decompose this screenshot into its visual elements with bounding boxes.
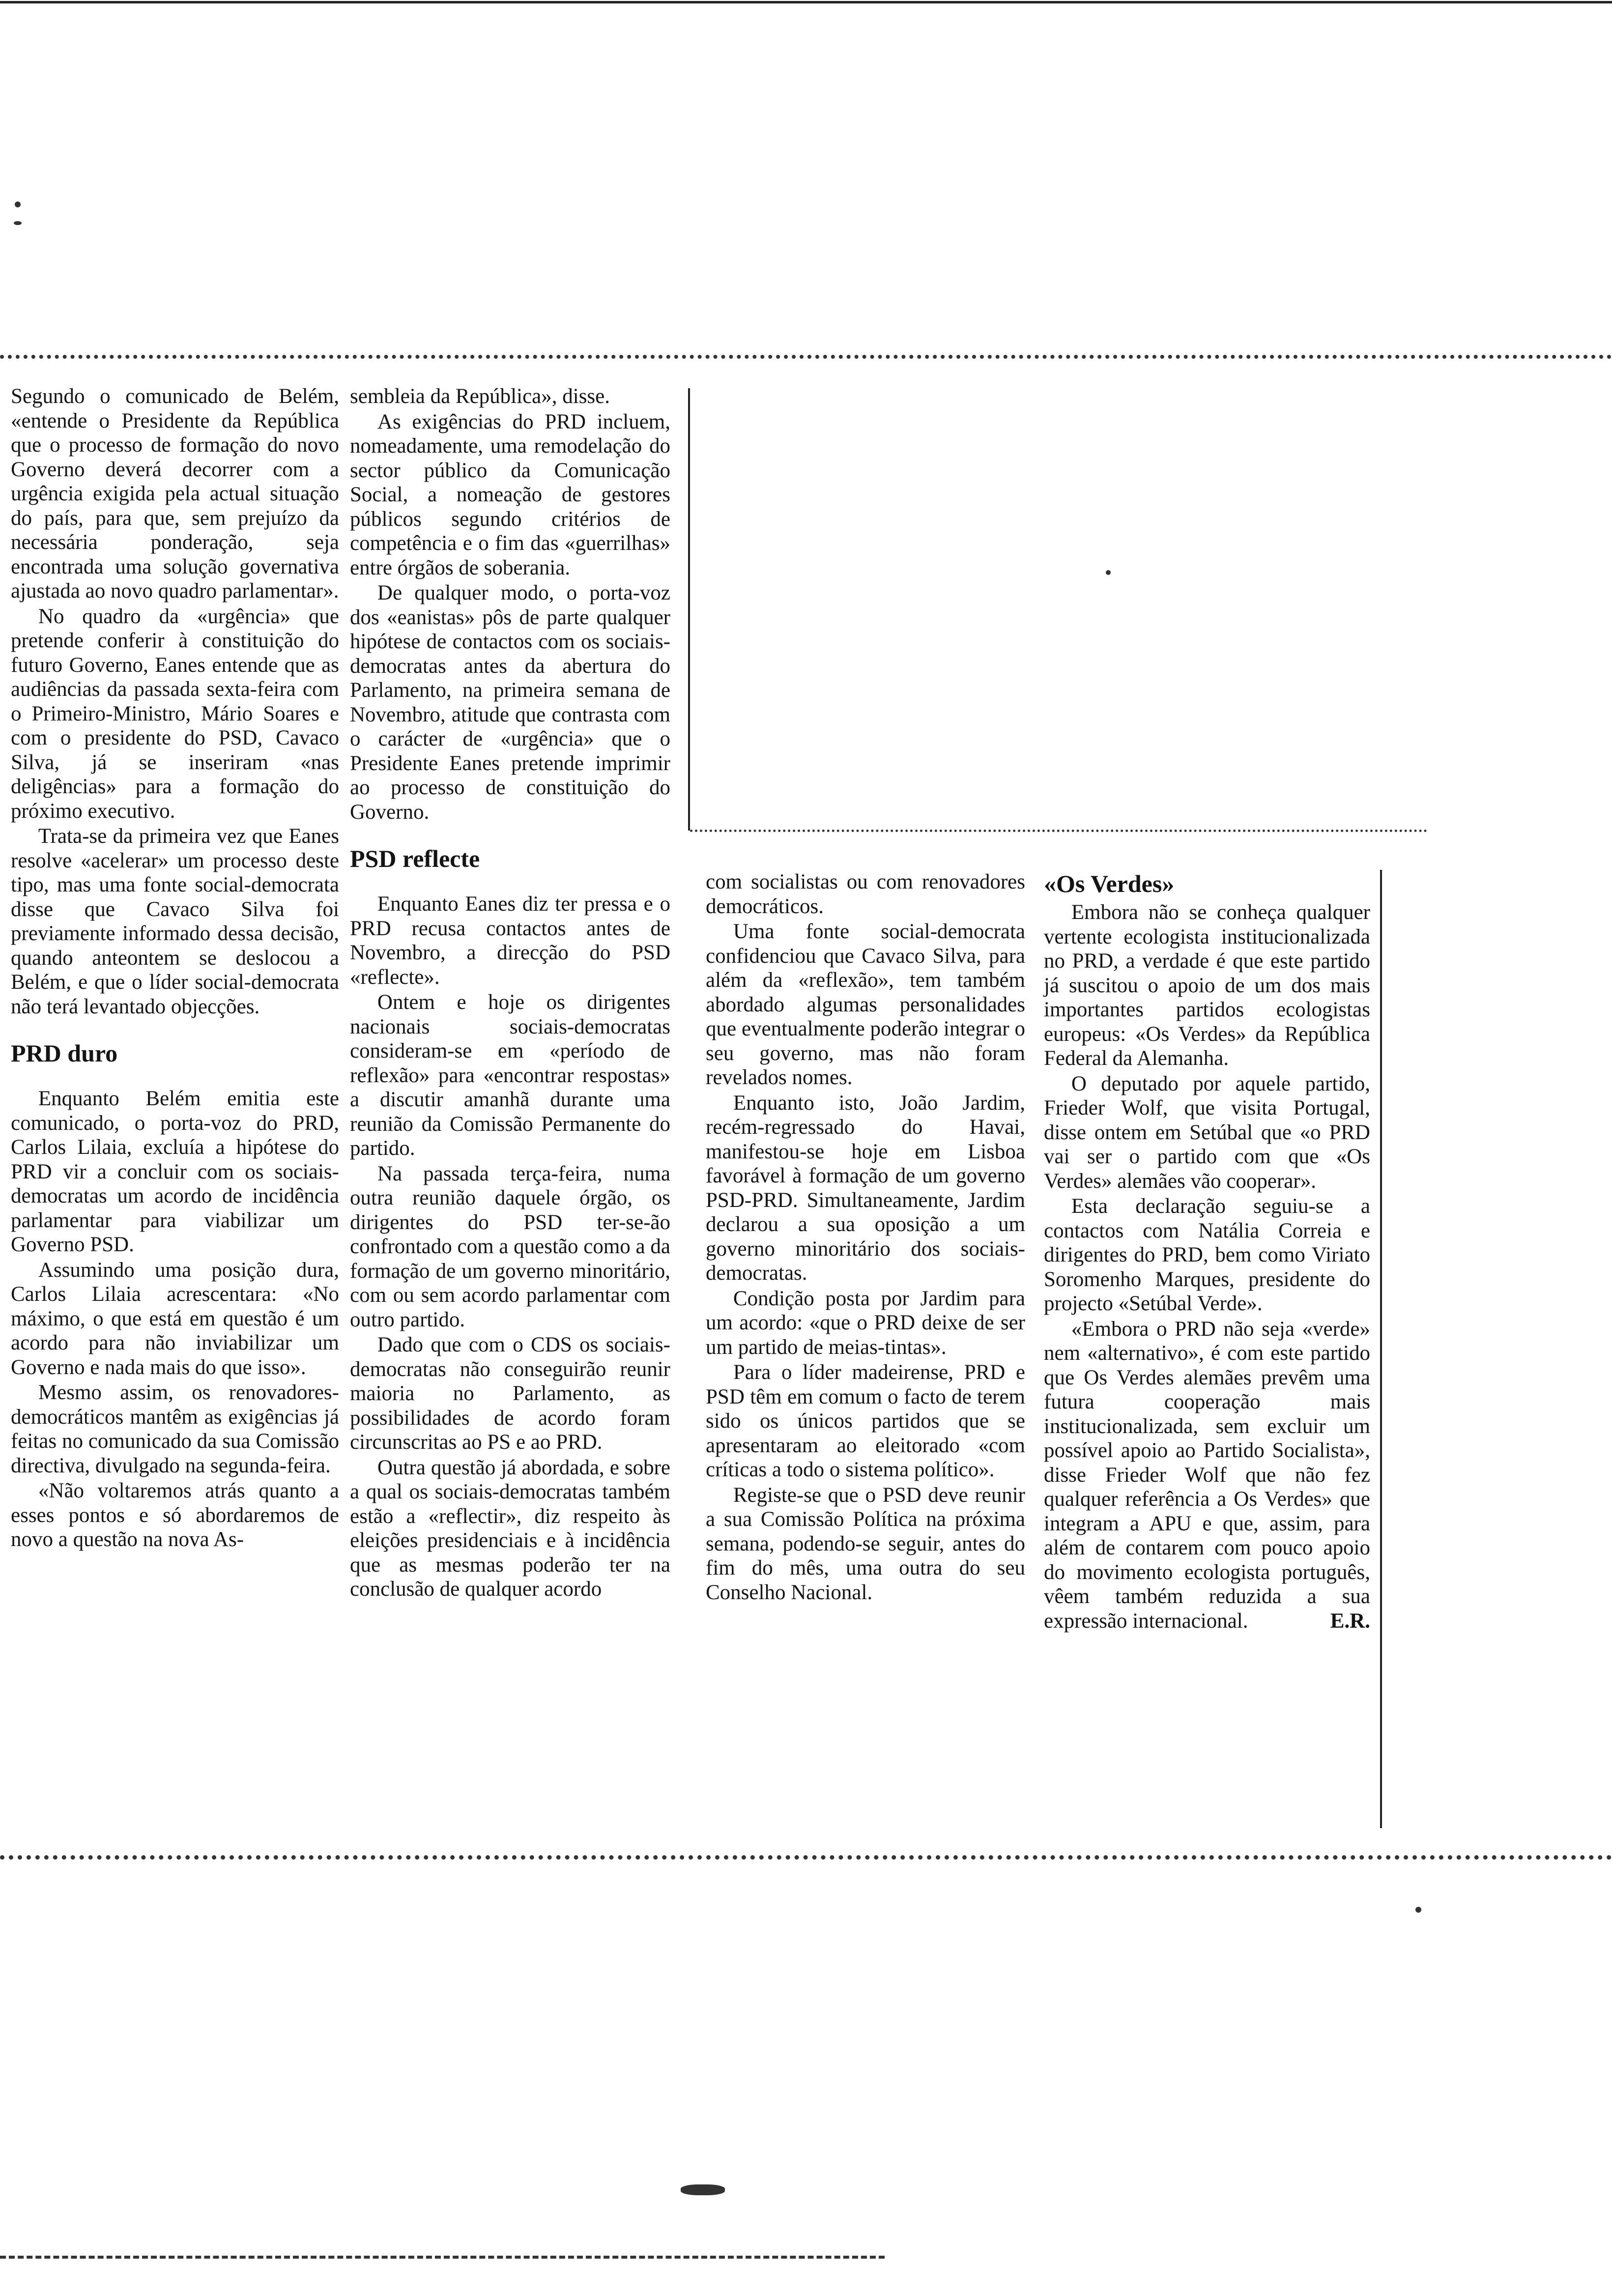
- column-divider: [688, 388, 690, 831]
- paragraph: Outra questão já abordada, e sobre a qual os sociais-democratas também estão a «reflectir», diz respeito às eleições presidenciais e à incidência que as mesmas poderão ter na conclusão de qualquer acordo: [350, 1456, 670, 1601]
- paragraph: Uma fonte social-democrata confidenciou que Cavaco Silva, para além da «reflexão», tem também abordado algumas personalidades que eventualmente poderão integrar o seu governo, mas não foram revelados nomes.: [706, 920, 1025, 1089]
- header-dotted-rule: [0, 355, 1612, 359]
- paragraph: O deputado por aquele partido, Frieder Wolf, que visita Portugal, disse ontem em Setúbal que «o PRD vai ser o partido com que «Os Verdes» alemães vão cooperar».: [1044, 1072, 1370, 1193]
- paragraph: Mesmo assim, os renovadores-democráticos mantêm as exigências já feitas no comunicado da sua Comissão directiva, divulgado na segunda-feira.: [11, 1381, 339, 1477]
- ink-blot: [681, 2184, 725, 2195]
- article-column-4: [1044, 870, 1370, 1633]
- ink-speck: [1106, 570, 1111, 575]
- paragraph: Segundo o comunicado de Belém, «entende o Presidente da República que o processo de formação do novo Governo deverá decorrer com a urgência exigida pela actual situação do país, para que, sem prejuízo da necessária ponderação, seja encontrada uma solução governativa ajustada ao novo quadro parlamentar».: [11, 385, 339, 603]
- paragraph: [1044, 1317, 1370, 1634]
- column-divider: [690, 830, 1427, 834]
- section-heading: PRD duro: [11, 1039, 118, 1067]
- article-column-2: [350, 384, 670, 1602]
- section-heading: «Os Verdes»: [1044, 870, 1175, 897]
- right-box-border: [1380, 870, 1382, 1828]
- article-column-3: [706, 870, 1025, 1605]
- paragraph: Embora não se conheça qualquer vertente ecologista institucionalizada no PRD, a verdade é que este partido já suscitou o apoio de um dos mais importantes partidos ecologistas europeus: «Os Verdes» da República Federal da Alemanha.: [1044, 901, 1370, 1070]
- top-border-line: [0, 1, 1612, 3]
- paragraph: Para o líder madeirense, PRD e PSD têm em comum o facto de terem sido os únicos partidos que se apresentaram ao eleitorado «com críticas a todo o sistema político».: [706, 1361, 1025, 1481]
- paragraph: Na passada terça-feira, numa outra reunião daquele órgão, os dirigentes do PSD ter-se-ão confrontado com a questão como a da formação de um governo minoritário, com ou sem acordo parlamentar com outro partido.: [350, 1162, 670, 1331]
- paragraph: sembleia da República», disse.: [350, 385, 610, 408]
- ink-speck: [14, 221, 22, 225]
- article-column-1: [11, 384, 339, 1552]
- paragraph: Registe-se que o PSD deve reunir a sua Comissão Política na próxima semana, podendo-se seguir, antes do fim do mês, uma outra do seu Conselho Nacional.: [706, 1483, 1025, 1604]
- paragraph: Enquanto Belém emitia este comunicado, o porta-voz do PRD, Carlos Lilaia, excluía a hipótese do PRD vir a concluir com os sociais-democratas um acordo de incidência parlamentar para viabilizar um Governo PSD.: [11, 1087, 339, 1256]
- paragraph: De qualquer modo, o porta-voz dos «eanistas» pôs de parte qualquer hipótese de contactos com os sociais-democratas antes da abertura do Parlamento, na primeira semana de Novembro, atitude que contrasta com o carácter de «urgência» que o Presidente Eanes pretende imprimir ao processo de constituição do Governo.: [350, 581, 670, 824]
- ink-speck: [15, 201, 21, 207]
- paragraph: Dado que com o CDS os sociais-democratas não conseguirão reunir maioria no Parlamento, as possibilidades de acordo foram circunscritas ao PS e ao PRD.: [350, 1333, 670, 1454]
- bottom-rule: [0, 1855, 1612, 1860]
- paragraph: Trata-se da primeira vez que Eanes resolve «acelerar» um processo deste tipo, mas uma fonte social-democrata disse que Cavaco Silva foi previamente informado dessa decisão, quando anteontem se deslocou a Belém, e que o líder social-democrata não terá levantado objecções.: [11, 825, 339, 1018]
- paragraph: As exigências do PRD incluem, nomeadamente, uma remodelação do sector público da Comunicação Social, a nomeação de gestores públicos segundo critérios de competência e o fim das «guerrilhas» entre órgãos de soberania.: [350, 410, 670, 579]
- ink-speck: [1415, 1907, 1421, 1913]
- paragraph: Esta declaração seguiu-se a contactos com Natália Correia e dirigentes do PRD, bem como Viriato Soromenho Marques, presidente do projecto «Setúbal Verde».: [1044, 1195, 1370, 1315]
- paragraph: Assumindo uma posição dura, Carlos Lilaia acrescentara: «No máximo, o que está em questão é um acordo para não inviabilizar um Governo e nada mais do que isso».: [11, 1258, 339, 1379]
- paragraph: Enquanto Eanes diz ter pressa e o PRD recusa contactos antes de Novembro, a direcção do PSD «reflecte».: [350, 892, 670, 989]
- paragraph: «Não voltaremos atrás quanto a esses pontos e só abordaremos de novo a questão na nova As-: [11, 1479, 339, 1551]
- paragraph-text: «Embora o PRD não seja «verde» nem «alternativo», é com este partido que Os Verdes alemães prevêm uma futura cooperação mais institucionalizada, sem excluir um possível apoio ao Partido Socialista», disse Frieder Wolf que não fez qualquer referência a Os Verdes» que integram a APU e que, assim, para além de contarem com pouco apoio do movimento ecologista português, vêem também reduzida a sua expressão internacional.: [1044, 1317, 1370, 1633]
- paragraph: com socialistas ou com renovadores democráticos.: [706, 870, 1025, 918]
- author-signature: E.R.: [1330, 1609, 1370, 1633]
- paragraph: Condição posta por Jardim para um acordo: «que o PRD deixe de ser um partido de meias-tintas».: [706, 1287, 1025, 1359]
- footer-dashed-line: [0, 2256, 885, 2259]
- section-heading: PSD reflecte: [350, 845, 480, 872]
- paragraph: No quadro da «urgência» que pretende conferir à constituição do futuro Governo, Eanes entende que as audiências da passada sexta-feira com o Primeiro-Ministro, Mário Soares e com o presidente do PSD, Cavaco Silva, já se inseriram «nas deligências» para a formação do próximo executivo.: [11, 604, 339, 823]
- paragraph: Ontem e hoje os dirigentes nacionais sociais-democratas consideram-se em «período de reflexão» para «encontrar respostas» a discutir amanhã durante uma reunião da Comissão Permanente do partido.: [350, 991, 670, 1160]
- paragraph: Enquanto isto, João Jardim, recém-regressado do Havai, manifestou-se hoje em Lisboa favorável à formação de um governo PSD-PRD. Simultaneamente, Jardim declarou a sua oposição a um governo minoritário dos sociais-democratas.: [706, 1091, 1025, 1285]
